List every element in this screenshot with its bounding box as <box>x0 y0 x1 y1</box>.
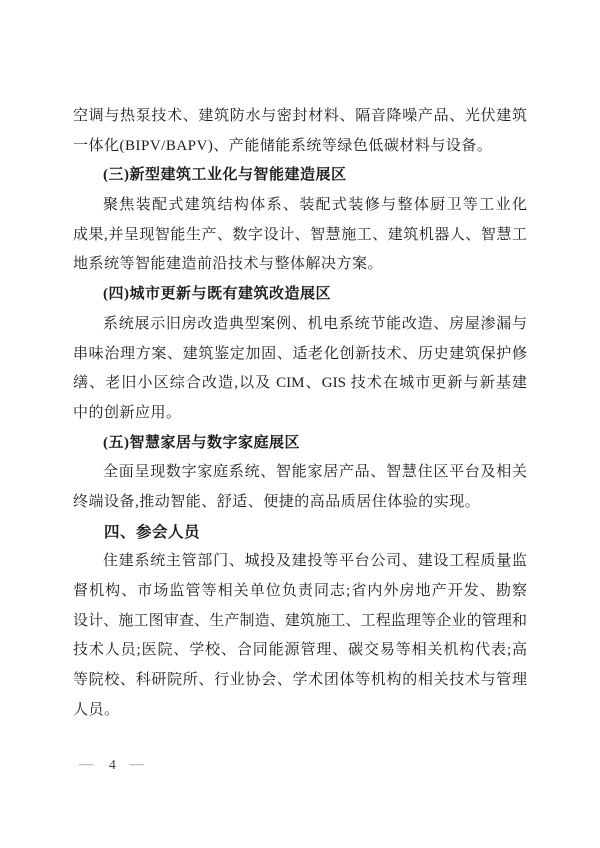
doc-line: 聚焦装配式建筑结构体系、装配式装修与整体厨卫等工业化 <box>103 197 527 214</box>
doc-line: 一体化(BIPV/BAPV)、产能储能系统等绿色低碳材料与设备。 <box>73 137 493 154</box>
section-heading: (五)智慧家居与数字家庭展区 <box>103 434 300 451</box>
doc-line: 人员。 <box>73 701 120 718</box>
page-number-left-dash: — <box>79 757 95 772</box>
doc-line: 等院校、科研院所、行业协会、学术团体等机构的相关技术与管理 <box>73 672 527 689</box>
chapter-heading: 四、参会人员 <box>104 523 201 541</box>
section-heading: (四)城市更新与既有建筑改造展区 <box>103 286 331 303</box>
document-body <box>73 102 527 725</box>
doc-line: 系统展示旧房改造典型案例、机电系统节能改造、房屋渗漏与 <box>103 315 527 332</box>
doc-line: 空调与热泵技术、建筑防水与密封材料、隔音降噪产品、光伏建筑 <box>73 108 527 124</box>
doc-line: 督机构、市场监管等相关单位负责同志;省内外房地产开发、勘察 <box>73 583 527 599</box>
page-number <box>79 754 146 776</box>
page-number-right-dash: — <box>129 757 146 772</box>
doc-line: 中的创新应用。 <box>73 404 182 421</box>
doc-line: 成果,并呈现智能生产、数字设计、智慧施工、建筑机器人、智慧工 <box>73 226 527 243</box>
doc-line: 住建系统主管部门、城投及建投等平台公司、建设工程质量监 <box>103 553 527 570</box>
doc-line: 设计、施工图审查、生产制造、建筑施工、工程监理等企业的管理和 <box>73 612 527 629</box>
page-number-value: 4 <box>109 757 116 772</box>
doc-line: 地系统等智能建造前沿技术与整体解决方案。 <box>73 256 384 273</box>
doc-line: 串味治理方案、建筑鉴定加固、适老化创新技术、历史建筑保护修 <box>73 345 527 362</box>
doc-line: 终端设备,推动智能、舒适、便捷的高品质居住体验的实现。 <box>73 493 481 510</box>
doc-line: 缮、老旧小区综合改造,以及 CIM、GIS 技术在城市更新与新基建 <box>73 375 527 392</box>
doc-line: 全面呈现数字家庭系统、智能家居产品、智慧住区平台及相关 <box>103 464 527 481</box>
section-heading: (三)新型建筑工业化与智能建造展区 <box>103 167 347 184</box>
doc-line: 技术人员;医院、学校、合同能源管理、碳交易等相关机构代表;高 <box>73 642 527 659</box>
